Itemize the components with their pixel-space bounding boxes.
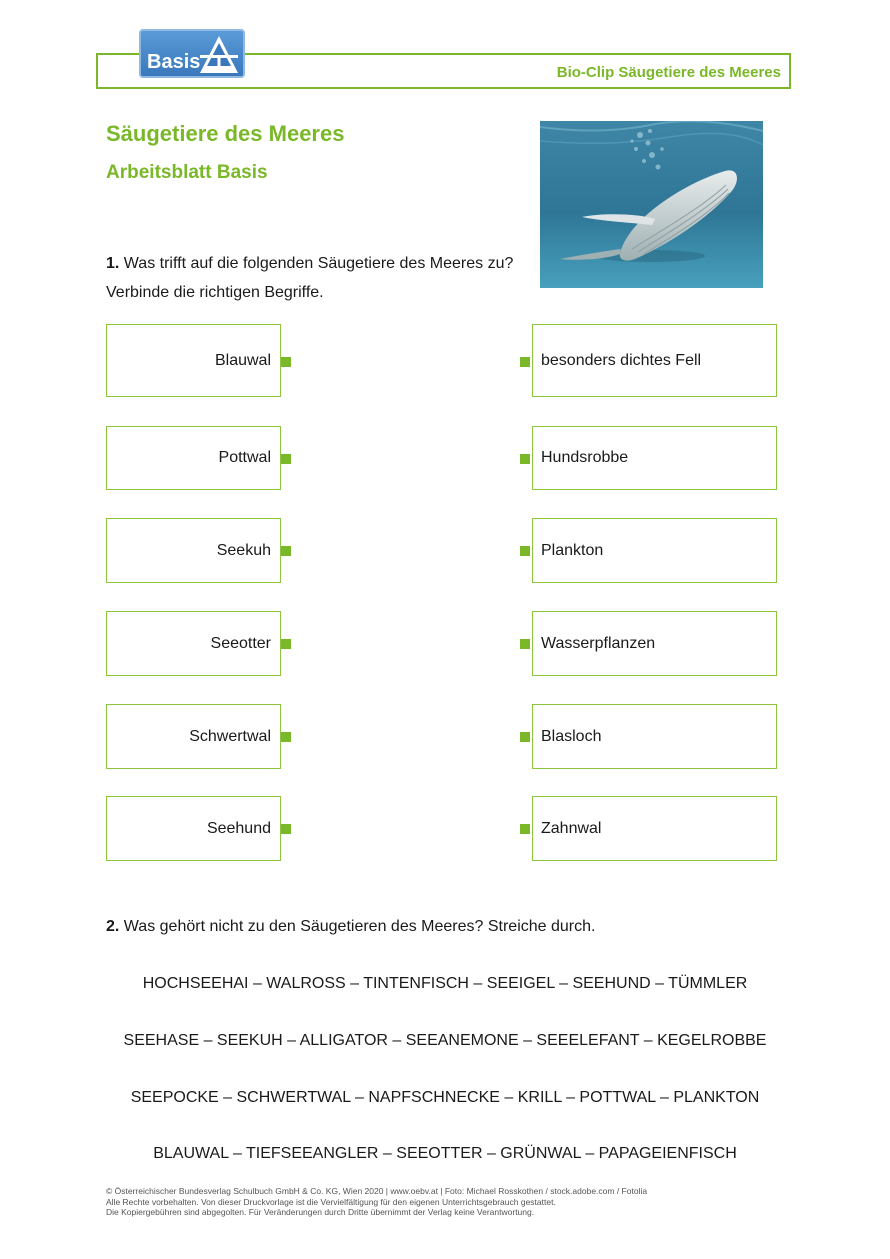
question-1-text: Was trifft auf die folgenden Säugetiere des Meeres zu? xyxy=(123,255,514,272)
right-term-box[interactable]: Hundsrobbe xyxy=(532,426,777,490)
left-connector-dot[interactable] xyxy=(281,357,291,367)
question-1-instruction: Verbinde die richtigen Begriffe. xyxy=(106,284,324,301)
question-2-number: 2. xyxy=(106,918,120,935)
footer-line: © Österreichischer Bundesverlag Schulbuch GmbH & Co. KG, Wien 2020 | www.oebv.at | Foto: Michael Rosskothen / stock.adobe.com / Fotolia xyxy=(106,1186,648,1196)
right-term-box[interactable]: Blasloch xyxy=(532,704,777,769)
right-connector-dot[interactable] xyxy=(520,639,530,649)
question-2 xyxy=(106,918,595,936)
whale-photo xyxy=(540,121,763,288)
right-term-box[interactable]: Plankton xyxy=(532,518,777,583)
footer-line: Alle Rechte vorbehalten. Von dieser Druckvorlage ist die Vervielfältigung für den eigenen Unterrichtsgebrauch gestattet. xyxy=(106,1196,556,1207)
footer-line: Die Kopiergebühren sind abgegolten. Für Veränderungen durch Dritte übernimmt der Verlag keine Verantwortung. xyxy=(106,1207,535,1217)
left-term-box[interactable]: Schwertwal xyxy=(106,704,281,769)
right-connector-dot[interactable] xyxy=(520,732,530,742)
right-connector-dot[interactable] xyxy=(520,546,530,556)
right-term-box[interactable]: Wasserpflanzen xyxy=(532,611,777,676)
left-connector-dot[interactable] xyxy=(281,732,291,742)
footer-copyright xyxy=(106,1186,647,1218)
page-subtitle: Arbeitsblatt Basis xyxy=(106,162,268,183)
header-title: Bio-Clip Säugetiere des Meeres xyxy=(556,64,781,81)
page-title: Säugetiere des Meeres xyxy=(106,121,345,146)
question-1-number: 1. xyxy=(106,255,120,272)
word-list-line[interactable]: BLAUWAL – TIEFSEEANGLER – SEEOTTER – GRÜNWAL – PAPAGEIENFISCH xyxy=(153,1145,737,1162)
question-2-text: Was gehört nicht zu den Säugetieren des Meeres? Streiche durch. xyxy=(123,918,596,935)
right-connector-dot[interactable] xyxy=(520,454,530,464)
right-connector-dot[interactable] xyxy=(520,357,530,367)
left-connector-dot[interactable] xyxy=(281,454,291,464)
basis-logo xyxy=(139,29,245,78)
right-term-box[interactable]: besonders dichtes Fell xyxy=(532,324,777,397)
left-connector-dot[interactable] xyxy=(281,824,291,834)
word-list-line[interactable]: SEEHASE – SEEKUH – ALLIGATOR – SEEANEMONE – SEEELEFANT – KEGELROBBE xyxy=(123,1032,767,1049)
logo-text: Basis xyxy=(147,51,201,73)
left-term-box[interactable]: Pottwal xyxy=(106,426,281,490)
left-term-box[interactable]: Seekuh xyxy=(106,518,281,583)
right-term-box[interactable]: Zahnwal xyxy=(532,796,777,861)
right-connector-dot[interactable] xyxy=(520,824,530,834)
left-connector-dot[interactable] xyxy=(281,546,291,556)
left-term-box[interactable]: Blauwal xyxy=(106,324,281,397)
left-connector-dot[interactable] xyxy=(281,639,291,649)
word-list-line[interactable]: SEEPOCKE – SCHWERTWAL – NAPFSCHNECKE – KRILL – POTTWAL – PLANKTON xyxy=(130,1089,760,1106)
pyramid-logo-icon xyxy=(197,33,241,75)
word-list-line[interactable]: HOCHSEEHAI – WALROSS – TINTENFISCH – SEEIGEL – SEEHUND – TÜMMLER xyxy=(142,975,748,992)
left-term-box[interactable]: Seehund xyxy=(106,796,281,861)
left-term-box[interactable]: Seeotter xyxy=(106,611,281,676)
question-1 xyxy=(106,255,513,273)
